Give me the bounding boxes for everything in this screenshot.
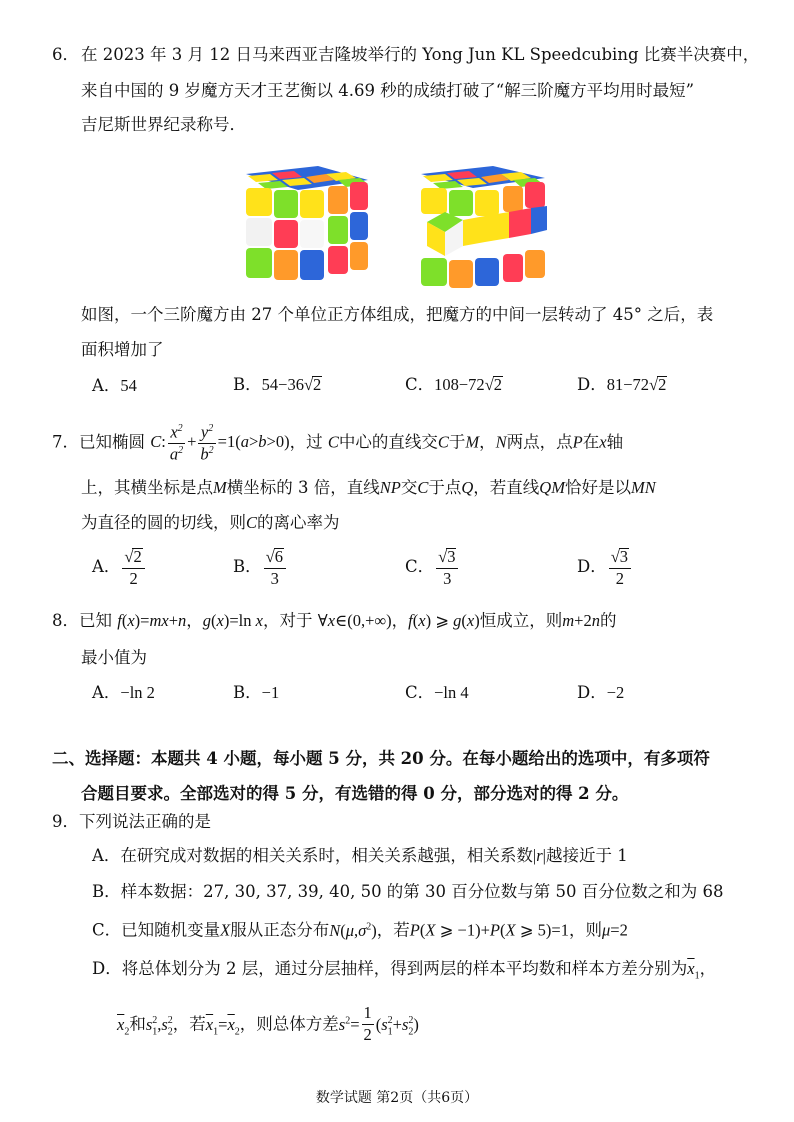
q7-line-1: 7．已知椭圆 C: $\frac{x^2}{a^2}$ + $\frac{y^2}{b^2}$ =1(a>b>0)，过 C中心的直线交C于M，N两点，点P在x轴 — [52, 422, 624, 464]
q7-option-a: A． $\frac{√2}{2}$ — [92, 548, 147, 587]
denominator: 2 — [609, 568, 631, 588]
denominator: 3 — [436, 568, 458, 588]
text: 恰好是以 — [564, 478, 631, 497]
text: 已知 — [79, 611, 112, 630]
text: 样本数据：27, 30, 37, 39, 40, 50 的第 30 百分位数与第 50 百分位数之和为 68 — [120, 882, 724, 901]
rubiks-cube-original-photo — [238, 160, 378, 290]
option-value: −2 — [606, 683, 625, 702]
option-label: B． — [233, 557, 262, 576]
radicand: 2 — [313, 375, 322, 394]
page-footer: 数学试题 第2页（共6页） — [315, 1090, 479, 1106]
q7-line-2: 上，其横坐标是点M横坐标的 3 倍，直线NP交C于点Q，若直线QM恰好是以MN — [81, 478, 656, 497]
text: ，则 — [569, 920, 602, 940]
option-label: A． — [92, 846, 121, 865]
option-value: −ln 2 — [120, 683, 155, 702]
ellipse-equation: C: $\frac{x^2}{a^2}$ + $\frac{y^2}{b^2}$ =1(a>b>0) — [150, 422, 290, 464]
text: 交 — [400, 478, 418, 497]
q8-option-c — [405, 685, 469, 702]
text: 中心的直线交 — [338, 432, 438, 452]
text: 下列说法正确的是 — [79, 812, 211, 831]
q8-line-2: 最小值为 — [81, 648, 147, 667]
q6-line-1: 在 2023 年 3 月 12 日马来西亚吉隆坡举行的 Yong Jun KL Speedcubing 比赛半决赛中， — [81, 45, 760, 64]
q9-option-a: A．在研究成对数据的相关关系时，相关关系越强，相关系数|r|越接近于 1 — [92, 846, 628, 865]
option-value: −1 — [261, 683, 280, 702]
option-label: A． — [92, 683, 121, 702]
option-label: B． — [233, 683, 262, 702]
q7-number: 7． — [52, 432, 79, 452]
q7-option-b: B． $\frac{√6}{3}$ — [233, 548, 288, 587]
denominator: 2 — [122, 568, 144, 588]
text: 上，其横坐标是点 — [81, 478, 213, 497]
q6-option-d: D．81−72√2 — [577, 375, 667, 394]
text: 于点 — [428, 478, 462, 497]
q6-option-a — [92, 378, 137, 395]
numerator: 3 — [619, 547, 629, 566]
text: 在研究成对数据的相关关系时，相关关系越强，相关系数 — [120, 846, 533, 865]
q6-line-2: 来自中国的 9 岁魔方天才王艺衡以 4.69 秒的成绩打破了“解三阶魔方平均用时最短” — [81, 81, 695, 100]
q6-line-5: 面积增加了 — [81, 340, 164, 359]
text: 在 — [582, 432, 600, 452]
text: 服从正态分布 — [230, 920, 330, 940]
section-2-heading-line-1: 二、选择题：本题共 4 小题，每小题 5 分，共 20 分。在每小题给出的选项中，有多项符 — [52, 749, 710, 768]
option-label: C． — [92, 920, 122, 940]
text: 横坐标的 3 倍，直线 — [226, 478, 380, 497]
q9-stem — [52, 814, 211, 831]
text: 的 — [599, 611, 617, 630]
numerator: 6 — [274, 547, 283, 566]
text: 越接近于 1 — [545, 846, 628, 865]
q7-option-d: D． $\frac{√3}{2}$ — [577, 548, 633, 587]
q7-option-c: C． $\frac{√3}{3}$ — [405, 548, 460, 587]
q7-line-3: 为直径的圆的切线，则C的离心率为 — [81, 513, 340, 532]
option-label: C． — [405, 375, 435, 394]
option-label: C． — [405, 683, 435, 702]
q9-option-d-line-2: $\overline{x}_2$和$s_1^2,s_2^2$，若$\overline{x}_1=\overline{x}_2$，则总体方差$s^2=$ $\frac{1}{2}$ $(s_1^2+s_2^2)$ — [117, 1003, 419, 1044]
text: 和 — [129, 1014, 146, 1034]
text: 将总体划分为 2 层，通过分层抽样，得到两层的样本平均数和样本方差分别为 — [121, 959, 688, 978]
option-label: C． — [405, 557, 435, 576]
option-label: D． — [577, 375, 607, 394]
q8-option-d — [577, 685, 624, 702]
radicand: 2 — [658, 375, 667, 394]
option-label: A． — [92, 557, 121, 576]
q9-option-d-line-1: D．将总体划分为 2 层，通过分层抽样，得到两层的样本平均数和样本方差分别为$\overline{x}_1$， — [92, 959, 717, 982]
text: ， — [479, 432, 496, 452]
option-label: B． — [92, 882, 121, 901]
q9-option-b — [92, 884, 724, 901]
q8-number: 8． — [52, 611, 79, 630]
option-value: 108−72 — [434, 375, 485, 394]
text: 恒成立，则 — [479, 611, 563, 630]
text: 为直径的圆的切线，则 — [81, 513, 246, 532]
q6-number: 6． — [52, 45, 79, 64]
option-value: 54−36 — [261, 375, 304, 394]
q6-option-b: B．54−36√2 — [233, 375, 322, 394]
text: ，过 — [289, 432, 323, 452]
numerator: 2 — [133, 547, 142, 566]
q6-option-c: C．108−72√2 — [405, 375, 502, 394]
text: ，若 — [172, 1014, 206, 1034]
text: ，若直线 — [473, 478, 540, 497]
option-value: −ln 4 — [434, 683, 469, 702]
option-value: 81−72 — [606, 375, 650, 394]
q6-line-3: 吉尼斯世界纪录称号． — [81, 115, 246, 134]
q9-option-c: C．已知随机变量X服从正态分布$N(\mu,\sigma^2)$，若P(X ⩾ −1)+P(X ⩾ 5)=1，则μ=2 — [92, 920, 628, 940]
text: ，则总体方差 — [239, 1014, 339, 1034]
option-label: D． — [577, 557, 607, 576]
q8-option-a — [92, 685, 155, 702]
option-label: A． — [92, 376, 121, 395]
denominator: 3 — [264, 568, 286, 588]
rubiks-cube-rotated-photo — [415, 160, 555, 290]
option-label: B． — [233, 375, 262, 394]
text: 已知随机变量 — [121, 920, 221, 940]
q8-option-b — [233, 685, 279, 702]
q6-line-4: 如图，一个三阶魔方由 27 个单位正方体组成，把魔方的中间一层转动了 45° 之后，表 — [81, 305, 714, 324]
text: 已知椭圆 — [79, 432, 145, 452]
text: 轴 — [606, 432, 624, 452]
text: 的离心率为 — [257, 513, 340, 532]
text: 两点，点 — [506, 432, 573, 452]
section-2-heading-line-2: 合题目要求。全部选对的得 5 分，有选错的得 0 分，部分选对的得 2 分。 — [81, 784, 629, 803]
q8-line-1: 8．已知 f(x)=mx+n，g(x)=ln x，对于 ∀x∈(0,+∞)，f(x) ⩾ g(x)恒成立，则m+2n的 — [52, 611, 617, 630]
text: ，对于 — [262, 611, 313, 630]
radicand: 2 — [493, 375, 502, 394]
option-value: 54 — [120, 376, 137, 395]
text: ，若 — [376, 920, 410, 940]
q9-number: 9． — [52, 812, 79, 831]
option-label: D． — [92, 959, 122, 978]
text: 于 — [448, 432, 466, 452]
numerator: 3 — [447, 547, 456, 566]
option-label: D． — [577, 683, 607, 702]
